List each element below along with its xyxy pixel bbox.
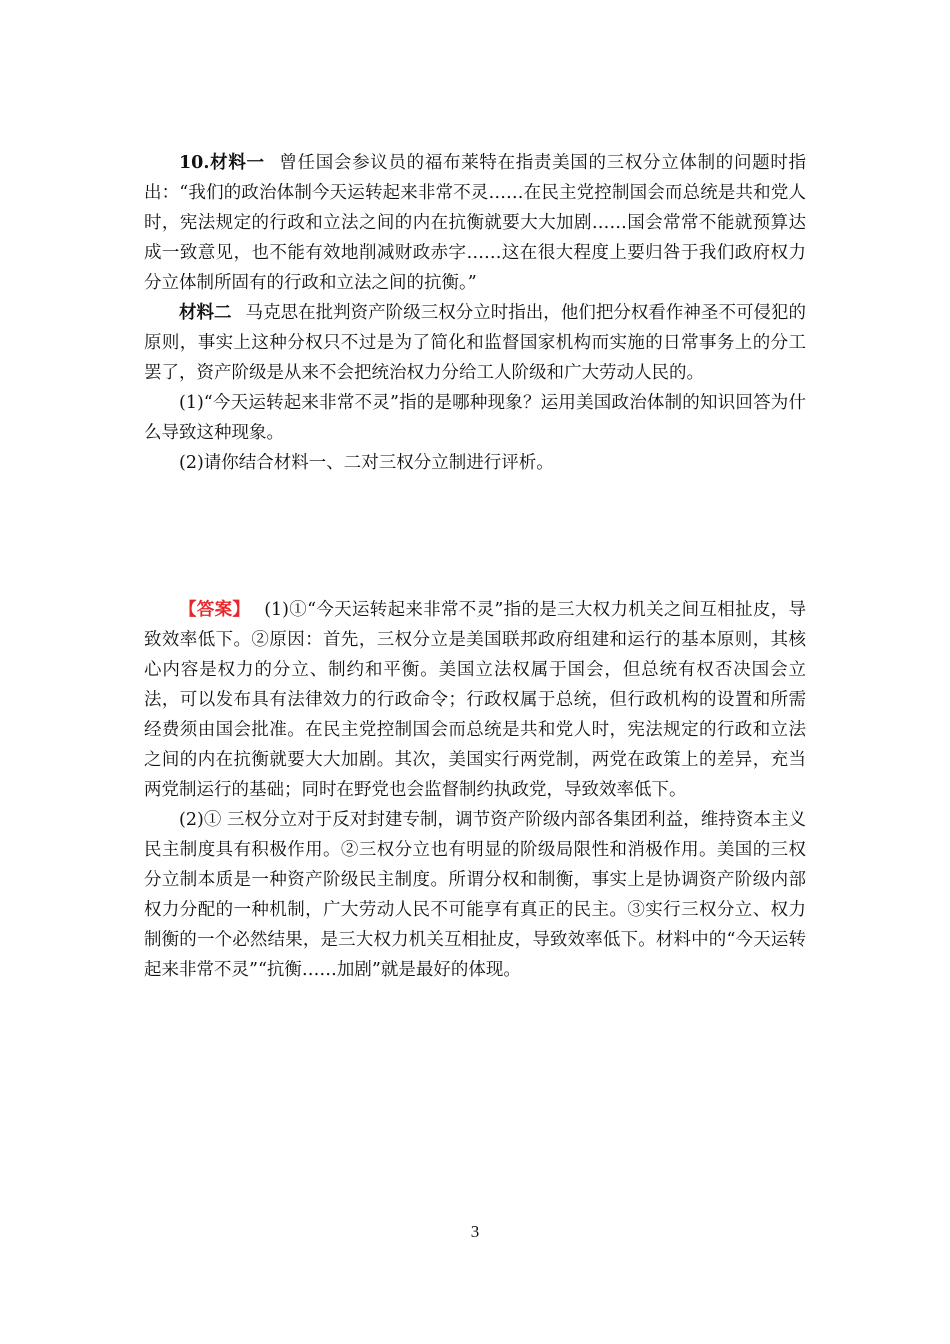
answer-block xyxy=(144,595,806,985)
material1-label: 材料一 xyxy=(209,153,265,173)
material2-text: 马克思在批判资产阶级三权分立时指出，他们把分权看作神圣不可侵犯的原则，事实上这种分权只不过是为了简化和监督国家机构而实施的日常事务上的分工罢了，资产阶级是从来不会把统治权力分给工人阶级和广大劳动人民的。 xyxy=(144,303,807,383)
material2-paragraph xyxy=(144,298,806,388)
question-number: 10. xyxy=(179,153,210,173)
question-block xyxy=(144,148,806,478)
page-number: 3 xyxy=(470,1222,480,1241)
material1-paragraph xyxy=(144,148,806,298)
material2-label: 材料二 xyxy=(179,303,232,323)
answer-label: 【答案】 xyxy=(179,600,251,620)
sub-question-2: (2)请你结合材料一、二对三权分立制进行评析。 xyxy=(179,453,554,473)
answer-part1-text: (1)①“今天运转起来非常不灵”指的是三大权力机关之间互相扯皮，导致效率低下。②原因：首先，三权分立是美国联邦政府组建和运行的基本原则，其核心内容是权力的分立、制约和平衡。美国立法权属于国会，但总统有权否决国会立法，可以发布具有法律效力的行政命令；行政权属于总统，但行政机构的设置和所需经费须由国会批准。在民主党控制国会而总统是共和党人时，宪法规定的行政和立法之间的内在抗衡就要大大加剧。其次，美国实行两党制，两党在政策上的差异，充当两党制运行的基础；同时在野党也会监督制约执政党，导致效率低下。 xyxy=(144,600,806,800)
answer-part1 xyxy=(144,595,806,805)
material1-text: 曾任国会参议员的福布莱特在指责美国的三权分立体制的问题时指出：“我们的政治体制今天运转起来非常不灵……在民主党控制国会而总统是共和党人时，宪法规定的行政和立法之间的内在抗衡就要大大加剧……国会常常不能就预算达成一致意见，也不能有效地削减财政赤字……这在很大程度上要归咎于我们政府权力分立体制所固有的行政和立法之间的抗衡。” xyxy=(144,153,806,293)
answer-part2: (2)① 三权分立对于反对封建专制，调节资产阶级内部各集团利益，维持资本主义民主制度具有积极作用。②三权分立也有明显的阶级局限性和消极作用。美国的三权分立制本质是一种资产阶级民主制度。所谓分权和制衡，事实上是协调资产阶级内部权力分配的一种机制，广大劳动人民不可能享有真正的民主。③实行三权分立、权力制衡的一个必然结果，是三大权力机关互相扯皮，导致效率低下。材料中的“今天运转起来非常不灵”“抗衡……加剧”就是最好的体现。 xyxy=(144,810,806,980)
sub-question-1: (1)“今天运转起来非常不灵”指的是哪种现象？运用美国政治体制的知识回答为什么导致这种现象。 xyxy=(144,393,806,443)
